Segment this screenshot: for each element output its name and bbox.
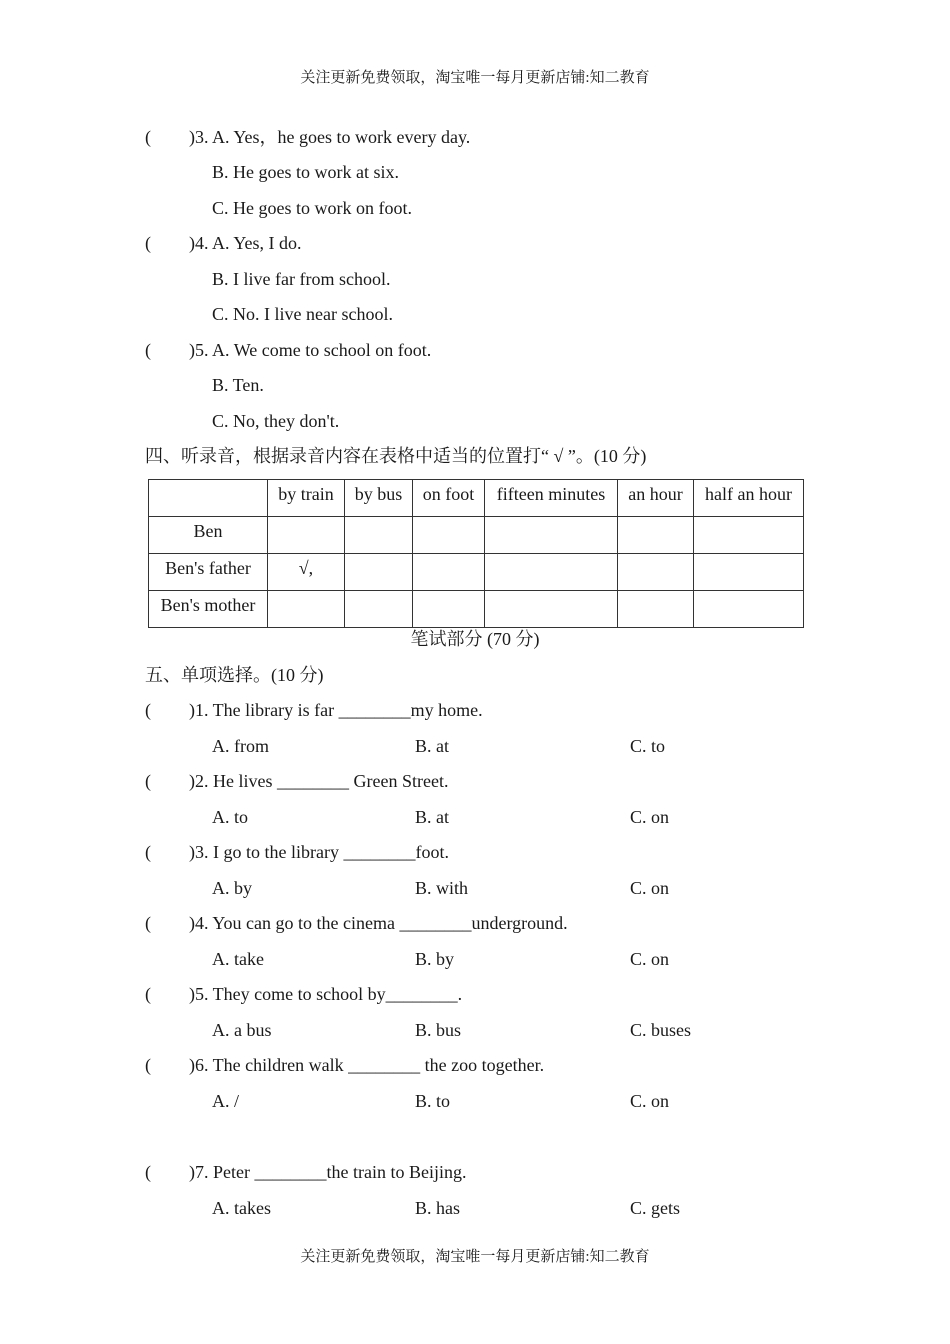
option-b[interactable]: B. has: [415, 1198, 460, 1218]
transport-table: [148, 479, 804, 628]
check-cell[interactable]: [345, 591, 413, 628]
table-header-cell: half an hour: [694, 480, 804, 517]
option-c[interactable]: C. to: [630, 736, 666, 756]
choice-question-7: ( )7. Peter ________the train to Beijing.: [145, 1162, 467, 1182]
option-b[interactable]: B. by: [415, 949, 455, 969]
check-cell[interactable]: √,: [268, 554, 345, 591]
answer-bracket[interactable]: (: [145, 913, 151, 933]
check-cell[interactable]: [268, 591, 345, 628]
page-footer: 关注更新免费领取，淘宝唯一每月更新店铺:知二教育: [300, 1249, 650, 1265]
table-row: [149, 517, 804, 554]
check-cell[interactable]: [345, 554, 413, 591]
check-cell[interactable]: [268, 517, 345, 554]
check-cell[interactable]: [694, 517, 804, 554]
row-label: Ben's mother: [149, 591, 268, 628]
check-cell[interactable]: [413, 591, 485, 628]
check-cell[interactable]: [413, 554, 485, 591]
answer-bracket[interactable]: (: [145, 1162, 151, 1182]
choice-question-4: ( )4. You can go to the cinema ________underground.: [145, 913, 568, 933]
option-b[interactable]: B. to: [415, 1091, 451, 1111]
table-header-row: [149, 480, 804, 517]
option-c[interactable]: C. on: [630, 949, 670, 969]
row-label: Ben's father: [149, 554, 268, 591]
option-b[interactable]: B. at: [415, 807, 449, 827]
check-cell[interactable]: [345, 517, 413, 554]
check-cell[interactable]: [485, 517, 618, 554]
choice-question-1: ( )1. The library is far ________my home.: [145, 700, 483, 720]
check-cell[interactable]: [618, 591, 694, 628]
section-5-title: 五、单项选择。(10 分): [145, 665, 324, 685]
table-header-cell: fifteen minutes: [485, 480, 618, 517]
check-cell[interactable]: [485, 554, 618, 591]
check-cell[interactable]: [694, 554, 804, 591]
table-header-cell: [149, 480, 268, 517]
table-row: [149, 591, 804, 628]
answer-bracket[interactable]: (: [145, 842, 151, 862]
choice-question-6: ( )6. The children walk ________ the zoo together.: [145, 1055, 545, 1075]
listen-question-5: ( )5. A. We come to school on foot.: [145, 340, 432, 360]
table-row: [149, 554, 804, 591]
listen-option: C. No, they don't.: [212, 411, 340, 431]
option-b[interactable]: B. with: [415, 878, 469, 898]
answer-bracket[interactable]: (: [145, 984, 151, 1004]
answer-bracket[interactable]: (: [145, 127, 151, 147]
answer-bracket[interactable]: (: [145, 233, 151, 253]
option-c[interactable]: C. gets: [630, 1198, 681, 1218]
choice-question-3: ( )3. I go to the library ________foot.: [145, 842, 449, 862]
answer-bracket[interactable]: (: [145, 700, 151, 720]
option-c[interactable]: C. on: [630, 1091, 670, 1111]
answer-bracket[interactable]: (: [145, 340, 151, 360]
option-c[interactable]: C. buses: [630, 1020, 692, 1040]
option-c[interactable]: C. on: [630, 878, 670, 898]
option-a[interactable]: A. by: [212, 878, 252, 898]
table-header-cell: on foot: [413, 480, 485, 517]
table-header-cell: an hour: [618, 480, 694, 517]
option-a[interactable]: A. a bus: [212, 1020, 272, 1040]
page-header: 关注更新免费领取，淘宝唯一每月更新店铺:知二教育: [300, 70, 650, 86]
option-c[interactable]: C. on: [630, 807, 670, 827]
answer-bracket[interactable]: (: [145, 1055, 151, 1075]
choice-question-2: ( )2. He lives ________ Green Street.: [145, 771, 449, 791]
option-a[interactable]: A. take: [212, 949, 264, 969]
check-cell[interactable]: [485, 591, 618, 628]
check-cell[interactable]: [618, 554, 694, 591]
listen-question-4: ( )4. A. Yes, I do.: [145, 233, 302, 253]
choice-question-5: ( )5. They come to school by________.: [145, 984, 463, 1004]
listen-option: B. Ten.: [212, 375, 264, 395]
check-cell[interactable]: [413, 517, 485, 554]
option-a[interactable]: A. /: [212, 1091, 239, 1111]
listen-option: B. I live far from school.: [212, 269, 391, 289]
option-a[interactable]: A. takes: [212, 1198, 271, 1218]
answer-bracket[interactable]: (: [145, 771, 151, 791]
row-label: Ben: [149, 517, 268, 554]
section-4-title: 四、听录音，根据录音内容在表格中适当的位置打“ √ ”。(10 分): [145, 446, 647, 466]
listen-option: C. He goes to work on foot.: [212, 198, 412, 218]
listen-question-3: ( )3. A. Yes，he goes to work every day.: [145, 127, 471, 147]
table-header-cell: by bus: [345, 480, 413, 517]
option-b[interactable]: B. bus: [415, 1020, 462, 1040]
option-a[interactable]: A. to: [212, 807, 248, 827]
listen-option: C. No. I live near school.: [212, 304, 393, 324]
check-cell[interactable]: [618, 517, 694, 554]
table-header-cell: by train: [268, 480, 345, 517]
written-part-heading: 笔试部分 (70 分): [410, 629, 540, 649]
option-a[interactable]: A. from: [212, 736, 269, 756]
check-cell[interactable]: [694, 591, 804, 628]
option-b[interactable]: B. at: [415, 736, 449, 756]
listen-option: B. He goes to work at six.: [212, 162, 399, 182]
